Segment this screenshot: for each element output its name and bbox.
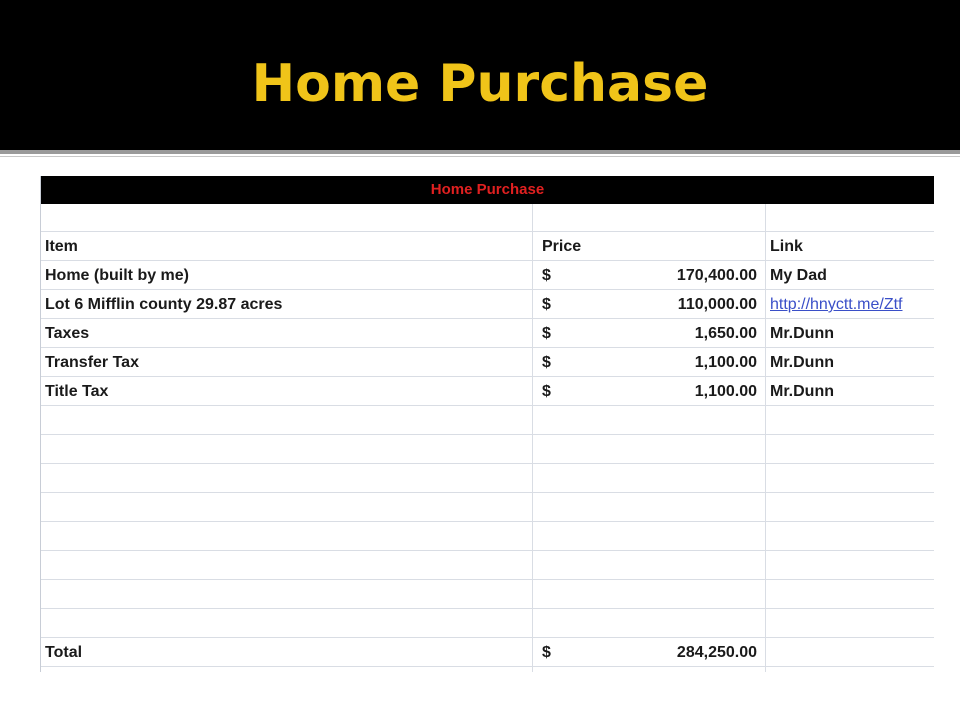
cell-currency: $ bbox=[542, 296, 551, 313]
table-row-empty bbox=[41, 407, 934, 435]
cell-amount: 1,100.00 bbox=[694, 383, 757, 400]
cell-item: Lot 6 Mifflin county 29.87 acres bbox=[45, 296, 283, 313]
cell-hyperlink[interactable]: http://hnyctt.me/Ztf bbox=[770, 296, 903, 313]
cell-amount: 170,400.00 bbox=[676, 267, 757, 284]
cell-currency: $ bbox=[542, 354, 551, 371]
title-divider-thin bbox=[0, 156, 960, 157]
column-header-item: Item bbox=[45, 238, 78, 255]
cell-link: Mr.Dunn bbox=[770, 383, 834, 400]
slide-title: Home Purchase bbox=[251, 54, 709, 114]
table-row bbox=[41, 378, 934, 406]
cell-link: My Dad bbox=[770, 267, 827, 284]
column-header-link: Link bbox=[770, 238, 803, 255]
total-currency: $ bbox=[542, 644, 551, 661]
total-label: Total bbox=[45, 644, 83, 661]
table-header-row bbox=[41, 233, 934, 261]
title-divider bbox=[0, 150, 960, 154]
table-row bbox=[41, 349, 934, 377]
cell-item: Title Tax bbox=[45, 383, 109, 400]
table-row-empty bbox=[41, 494, 934, 522]
cell-amount: 110,000.00 bbox=[677, 296, 757, 313]
table-row-empty bbox=[41, 465, 934, 493]
cell-link: Mr.Dunn bbox=[770, 325, 834, 342]
cell-item: Taxes bbox=[45, 325, 90, 342]
table-total-row bbox=[41, 639, 934, 667]
total-amount: 284,250.00 bbox=[676, 644, 757, 661]
cell-currency: $ bbox=[542, 383, 551, 400]
sheet-header-bar bbox=[41, 176, 934, 204]
table-row-empty bbox=[41, 523, 934, 551]
table-row bbox=[41, 291, 934, 319]
spreadsheet bbox=[40, 176, 934, 672]
column-header-price: Price bbox=[542, 238, 582, 255]
cell-currency: $ bbox=[542, 267, 551, 284]
cell-amount: 1,650.00 bbox=[694, 325, 757, 342]
cell-currency: $ bbox=[542, 325, 551, 342]
cell-amount: 1,100.00 bbox=[694, 354, 757, 371]
table-row bbox=[41, 262, 934, 290]
sheet-header-title: Home Purchase bbox=[430, 181, 545, 198]
table-row bbox=[41, 320, 934, 348]
cell-item: Home (built by me) bbox=[45, 267, 190, 284]
table-row-empty bbox=[41, 204, 934, 232]
table-row-empty bbox=[41, 552, 934, 580]
cell-item: Transfer Tax bbox=[45, 354, 139, 371]
table-row-empty bbox=[41, 610, 934, 638]
table-row-empty bbox=[41, 436, 934, 464]
cell-link: Mr.Dunn bbox=[770, 354, 834, 371]
table-row-empty bbox=[41, 581, 934, 609]
